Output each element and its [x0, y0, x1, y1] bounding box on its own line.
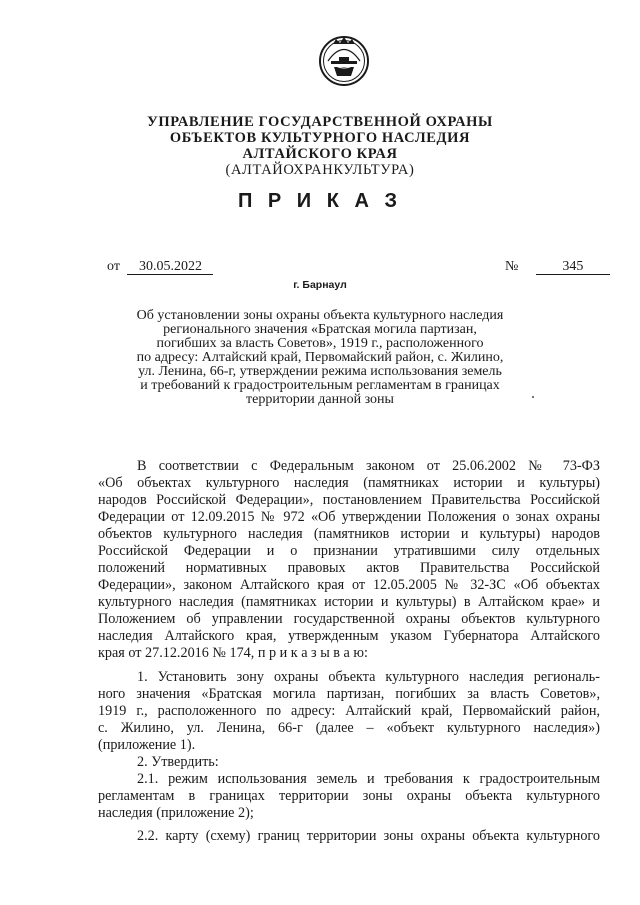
document-title: П Р И К А З — [237, 190, 403, 212]
subject-line: регионального значения «Братская могила партизан, — [163, 322, 477, 337]
document-number: 345 — [536, 259, 610, 275]
date-prefix: от — [107, 259, 120, 274]
subject-line: погибших за власть Советов», 1919 г., расположенного — [156, 336, 484, 351]
clause-1-line: ного значения «Братская могила партизан, погибших за власть Советов», — [98, 686, 600, 702]
clause-2-heading: 2. Утвердить: — [137, 754, 219, 770]
body-line: «Об объектах культурного наследия (памятниках истории и культуры) — [98, 475, 600, 491]
number-prefix: № — [505, 259, 519, 274]
clause-1-line: 1919 г., расположенного по адресу: Алтайский край, Первомайский район, — [98, 703, 600, 719]
clause-2-2-line: 2.2. карту (схему) границ территории зоны охраны объекта культурного — [137, 828, 600, 844]
org-name-line-1: УПРАВЛЕНИЕ ГОСУДАРСТВЕННОЙ ОХРАНЫ — [147, 114, 493, 130]
body-line: объектов культурного наследия (памятников истории и культуры) народов — [98, 526, 600, 542]
body-line: В соответствии с Федеральным законом от 25.06.2002 № 73-ФЗ — [137, 458, 600, 474]
number-field — [505, 259, 610, 275]
body-line: края от 27.12.2016 № 174, п р и к а з ы в а ю: — [98, 645, 368, 661]
scan-speck — [532, 396, 534, 398]
altai-krai-coat-of-arms-icon — [314, 30, 374, 90]
body-line: народов Российской Федерации», постановлением Правительства Российской — [98, 492, 600, 508]
clause-2-1-line: наследия (приложение 2); — [98, 805, 254, 821]
body-line: культурного наследия (памятниках истории и культуры) в Алтайском крае» и — [98, 594, 600, 610]
body-line: Российской Федерации и о признании утратившими силу отдельных — [98, 543, 600, 559]
subject-line: ул. Ленина, 66-г, утверждении режима использования земель — [138, 364, 502, 379]
body-line: Федерации от 12.09.2015 № 972 «Об утверждении Положения о зонах охраны — [98, 509, 600, 525]
body-line: Положением об управлении государственной охраны объектов культурного — [98, 611, 600, 627]
org-name-line-3: АЛТАЙСКОГО КРАЯ — [242, 146, 398, 162]
subject-line: территории данной зоны — [246, 392, 394, 407]
body-line: Федерации», законом Алтайского края от 12.05.2005 № 32-ЗС «Об объектах — [98, 577, 600, 593]
subject-line: и требований к градостроительным регламентам в границах — [140, 378, 500, 393]
subject-line: Об установлении зоны охраны объекта культурного наследия — [136, 308, 504, 323]
body-line: положений нормативных правовых актов Правительства Российской — [98, 560, 600, 576]
clause-2-1-line: 2.1. режим использования земель и требования к градостроительным — [137, 771, 600, 787]
city: г. Барнаул — [293, 279, 347, 291]
clause-1-line: 1. Установить зону охраны объекта культурного наследия региональ- — [137, 669, 600, 685]
org-abbreviation: (АЛТАЙОХРАНКУЛЬТУРА) — [225, 162, 415, 178]
date-field — [107, 259, 213, 275]
org-name-line-2: ОБЪЕКТОВ КУЛЬТУРНОГО НАСЛЕДИЯ — [169, 130, 471, 146]
clause-2-1-line: регламентам в границах территории зоны охраны объекта культурного — [98, 788, 600, 804]
clause-1-line: с. Жилино, ул. Ленина, 66-г (далее – «объект культурного наследия») — [98, 720, 600, 736]
body-line: наследия Алтайского края, утвержденным указом Губернатора Алтайского — [98, 628, 600, 644]
subject-line: по адресу: Алтайский край, Первомайский район, с. Жилино, — [136, 350, 504, 365]
document-date: 30.05.2022 — [127, 259, 213, 275]
clause-1-line: (приложение 1). — [98, 737, 196, 753]
